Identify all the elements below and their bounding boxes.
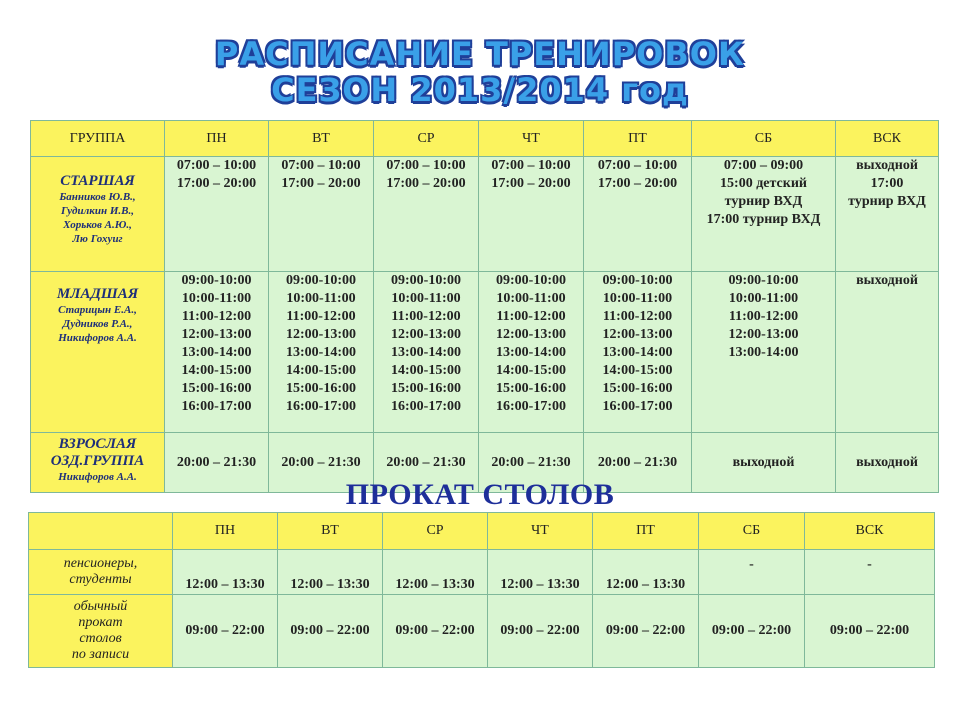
schedule-cell <box>165 157 269 272</box>
group-name: МЛАДШАЯ <box>56 286 139 302</box>
time-slot: 14:00-15:00 <box>496 363 566 378</box>
time-slot: 12:00-13:00 <box>286 327 356 342</box>
rental-cell <box>699 595 805 668</box>
time-slot: 17:00 – 20:00 <box>597 176 678 191</box>
time-slot: 09:00-10:00 <box>496 273 566 288</box>
time-slot: 09:00 – 22:00 <box>185 623 265 638</box>
page-title-line2: СЕЗОН 2013/2014 год <box>271 71 689 109</box>
time-slot: 16:00-17:00 <box>181 399 252 414</box>
time-slot: 12:00 – 13:30 <box>185 577 265 592</box>
dash: - <box>867 557 872 572</box>
time-slot: 16:00-17:00 <box>602 399 673 414</box>
time-slot: выходной <box>856 273 918 288</box>
trainer-name: Лю Гохуиг <box>72 233 123 245</box>
time-slot: 10:00-11:00 <box>602 291 673 306</box>
header-cell: ПН <box>165 121 269 157</box>
header-cell: ПН <box>173 513 278 550</box>
time-slot: 12:00 – 13:30 <box>605 577 686 592</box>
rental-label: прокат <box>78 615 123 630</box>
rental-label: обычный <box>73 599 128 614</box>
schedule-cell <box>584 272 692 433</box>
header-corner <box>29 513 173 550</box>
trainer-name: Гудилкин И.В., <box>61 205 134 217</box>
time-slot: 20:00 – 21:30 <box>176 454 257 470</box>
header-cell: ЧТ <box>488 513 593 550</box>
time-slot: 12:00-13:00 <box>496 327 566 342</box>
schedule-cell <box>165 272 269 433</box>
time-slot: 20:00 – 21:30 <box>597 454 678 470</box>
time-slot: 17:00 <box>870 176 904 191</box>
schedule-cell <box>479 272 584 433</box>
time-slot: 09:00 – 22:00 <box>711 623 792 638</box>
time-slot: 09:00 – 22:00 <box>500 623 580 638</box>
time-slot: 11:00-12:00 <box>286 309 356 324</box>
rental-cell <box>805 595 935 668</box>
time-slot: 20:00 – 21:30 <box>491 454 571 470</box>
time-slot: 13:00-14:00 <box>496 345 566 360</box>
training-schedule-table <box>30 120 939 493</box>
time-slot: 15:00-16:00 <box>391 381 461 396</box>
header-cell: ЧТ <box>479 121 584 157</box>
time-slot: 07:00 – 10:00 <box>281 158 361 173</box>
time-slot: 07:00 – 10:00 <box>597 158 678 173</box>
rental-cell <box>699 550 805 595</box>
time-slot: 10:00-11:00 <box>728 291 799 306</box>
table-row <box>29 550 935 595</box>
trainer-name: Никифоров А.А. <box>58 471 137 483</box>
time-slot: 16:00-17:00 <box>496 399 566 414</box>
rental-cell <box>278 550 383 595</box>
time-slot: 09:00 – 22:00 <box>395 623 475 638</box>
header-cell: СР <box>374 121 479 157</box>
header-cell: ВТ <box>269 121 374 157</box>
table-row <box>31 272 939 433</box>
time-slot: 12:00 – 13:30 <box>500 577 580 592</box>
time-slot: 11:00-12:00 <box>391 309 461 324</box>
schedule-cell <box>374 157 479 272</box>
rental-title: ПРОКАТ СТОЛОВ <box>345 478 615 511</box>
rental-cell <box>383 595 488 668</box>
schedule-cell <box>479 157 584 272</box>
rental-table <box>28 512 935 668</box>
schedule-cell <box>692 272 836 433</box>
rental-label: столов <box>79 631 122 646</box>
time-slot: 14:00-15:00 <box>181 363 252 378</box>
time-slot: 10:00-11:00 <box>496 291 566 306</box>
time-slot: 09:00-10:00 <box>728 273 799 288</box>
table-row <box>31 157 939 272</box>
rental-label-cell <box>29 595 173 668</box>
time-slot: 15:00-16:00 <box>602 381 673 396</box>
training-header-row <box>31 121 939 157</box>
header-cell: СБ <box>699 513 805 550</box>
time-slot: турнир ВХД <box>724 194 803 209</box>
time-slot: турнир ВХД <box>848 194 926 209</box>
time-slot: 16:00-17:00 <box>286 399 356 414</box>
time-slot: 13:00-14:00 <box>391 345 461 360</box>
time-slot: 12:00-13:00 <box>602 327 673 342</box>
time-slot: 09:00-10:00 <box>602 273 673 288</box>
rental-cell <box>173 595 278 668</box>
time-slot: 12:00-13:00 <box>391 327 461 342</box>
time-slot: 15:00-16:00 <box>286 381 356 396</box>
rental-cell <box>278 595 383 668</box>
rental-label: по записи <box>71 647 130 662</box>
time-slot: 20:00 – 21:30 <box>386 454 466 470</box>
time-slot: 13:00-14:00 <box>602 345 673 360</box>
group-cell <box>31 272 165 433</box>
time-slot: 12:00-13:00 <box>728 327 799 342</box>
group-name: СТАРШАЯ <box>60 173 135 189</box>
time-slot: 12:00 – 13:30 <box>290 577 370 592</box>
header-cell: ПТ <box>593 513 699 550</box>
schedule-cell <box>269 272 374 433</box>
group-name-2: ОЗД.ГРУППА <box>50 453 145 469</box>
time-slot: 15:00-16:00 <box>496 381 566 396</box>
schedule-cell <box>836 272 939 433</box>
time-slot: 11:00-12:00 <box>602 309 673 324</box>
time-slot: 15:00-16:00 <box>181 381 252 396</box>
time-slot: 07:00 – 10:00 <box>491 158 571 173</box>
time-slot: 15:00 детский <box>720 176 807 191</box>
time-slot: 12:00-13:00 <box>181 327 252 342</box>
header-cell: ВСК <box>805 513 935 550</box>
time-slot: 17:00 – 20:00 <box>176 176 257 191</box>
time-slot: 14:00-15:00 <box>286 363 356 378</box>
time-slot: 10:00-11:00 <box>391 291 461 306</box>
time-slot: 16:00-17:00 <box>391 399 461 414</box>
time-slot: выходной <box>856 158 918 173</box>
trainer-name: Банников Ю.В., <box>59 191 136 203</box>
header-cell: ПТ <box>584 121 692 157</box>
header-cell: СБ <box>692 121 836 157</box>
time-slot: 17:00 – 20:00 <box>281 176 361 191</box>
time-slot: 09:00 – 22:00 <box>829 623 910 638</box>
time-slot: 17:00 турнир ВХД <box>706 212 821 227</box>
time-slot: 09:00-10:00 <box>391 273 461 288</box>
schedule-cell <box>584 157 692 272</box>
time-slot: 09:00 – 22:00 <box>290 623 370 638</box>
day-off-text: выходной <box>856 454 918 470</box>
time-slot: 07:00 – 09:00 <box>723 158 804 173</box>
trainer-name: Никифоров А.А. <box>58 332 137 344</box>
rental-cell <box>488 595 593 668</box>
rental-label: пенсионеры, <box>63 556 138 571</box>
trainer-name: Хорьков А.Ю., <box>63 219 132 231</box>
rental-cell <box>488 550 593 595</box>
time-slot: 17:00 – 20:00 <box>491 176 571 191</box>
time-slot: 13:00-14:00 <box>181 345 252 360</box>
time-slot: 07:00 – 10:00 <box>176 158 257 173</box>
table-row <box>29 595 935 668</box>
time-slot: 11:00-12:00 <box>728 309 799 324</box>
header-cell: ВТ <box>278 513 383 550</box>
header-cell: ВСК <box>836 121 939 157</box>
time-slot: 10:00-11:00 <box>181 291 252 306</box>
time-slot: 09:00 – 22:00 <box>605 623 686 638</box>
time-slot: 17:00 – 20:00 <box>386 176 466 191</box>
time-slot: 13:00-14:00 <box>286 345 356 360</box>
time-slot: 11:00-12:00 <box>496 309 566 324</box>
time-slot: 14:00-15:00 <box>391 363 461 378</box>
rental-cell <box>593 550 699 595</box>
time-slot: 11:00-12:00 <box>181 309 252 324</box>
trainer-name: Дудников Р.А., <box>62 318 133 330</box>
rental-header-row <box>29 513 935 550</box>
time-slot: 09:00-10:00 <box>181 273 252 288</box>
trainer-name: Старицын Е.А., <box>58 304 137 316</box>
rental-label-cell <box>29 550 173 595</box>
dash: - <box>749 557 754 572</box>
schedule-cell <box>836 157 939 272</box>
header-cell: СР <box>383 513 488 550</box>
time-slot: 09:00-10:00 <box>286 273 356 288</box>
page-title-line1: РАСПИСАНИЕ ТРЕНИРОВОК <box>214 35 746 73</box>
schedule-cell <box>269 157 374 272</box>
rental-cell <box>805 550 935 595</box>
time-slot: 14:00-15:00 <box>602 363 673 378</box>
group-name: ВЗРОСЛАЯ <box>58 436 137 452</box>
rental-cell <box>593 595 699 668</box>
time-slot: 13:00-14:00 <box>728 345 799 360</box>
time-slot: 20:00 – 21:30 <box>281 454 361 470</box>
time-slot: 12:00 – 13:30 <box>395 577 475 592</box>
rental-cell <box>383 550 488 595</box>
rental-cell <box>173 550 278 595</box>
schedule-cell <box>374 272 479 433</box>
rental-label: студенты <box>69 572 132 587</box>
time-slot: 10:00-11:00 <box>286 291 356 306</box>
time-slot: 07:00 – 10:00 <box>386 158 466 173</box>
day-off-text: выходной <box>732 454 795 470</box>
group-cell <box>31 157 165 272</box>
schedule-cell <box>692 157 836 272</box>
header-cell: ГРУППА <box>31 121 165 157</box>
